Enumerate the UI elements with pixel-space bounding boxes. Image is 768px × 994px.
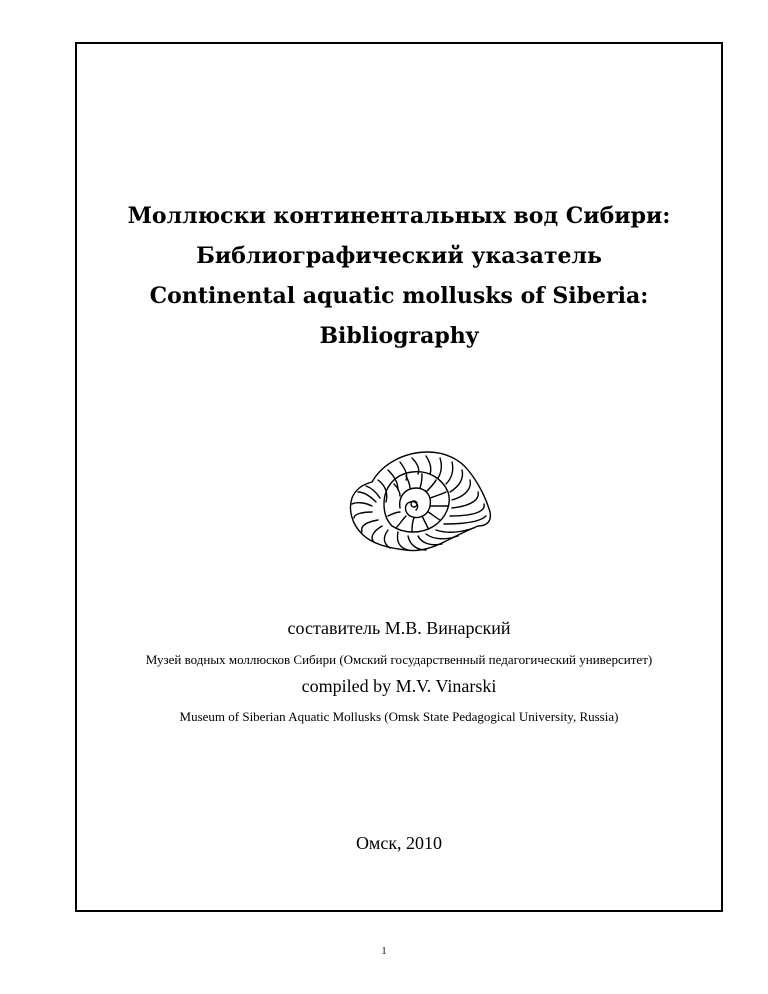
- affiliation-en: Museum of Siberian Aquatic Mollusks (Omsk State Pedagogical University, Russia): [179, 709, 619, 724]
- title-en-line-2: Bibliography: [319, 323, 479, 349]
- page-number: 1: [381, 946, 387, 957]
- title-ru-line-2: Библиографический указатель: [196, 243, 602, 269]
- imprint-place-year: Омск, 2010: [355, 833, 443, 853]
- title-en-line-1: Continental aquatic mollusks of Siberia:: [149, 283, 649, 309]
- affiliation-ru: Музей водных моллюсков Сибири (Омский государственный педагогический университет): [145, 652, 653, 667]
- title-ru-line-1: Моллюски континентальных вод Сибири:: [127, 203, 671, 229]
- compiler-en: compiled by M.V. Vinarski: [301, 676, 497, 696]
- compiler-ru: составитель М.В. Винарский: [287, 618, 511, 638]
- snail-shell-icon: [342, 446, 494, 558]
- document-title: [75, 196, 723, 356]
